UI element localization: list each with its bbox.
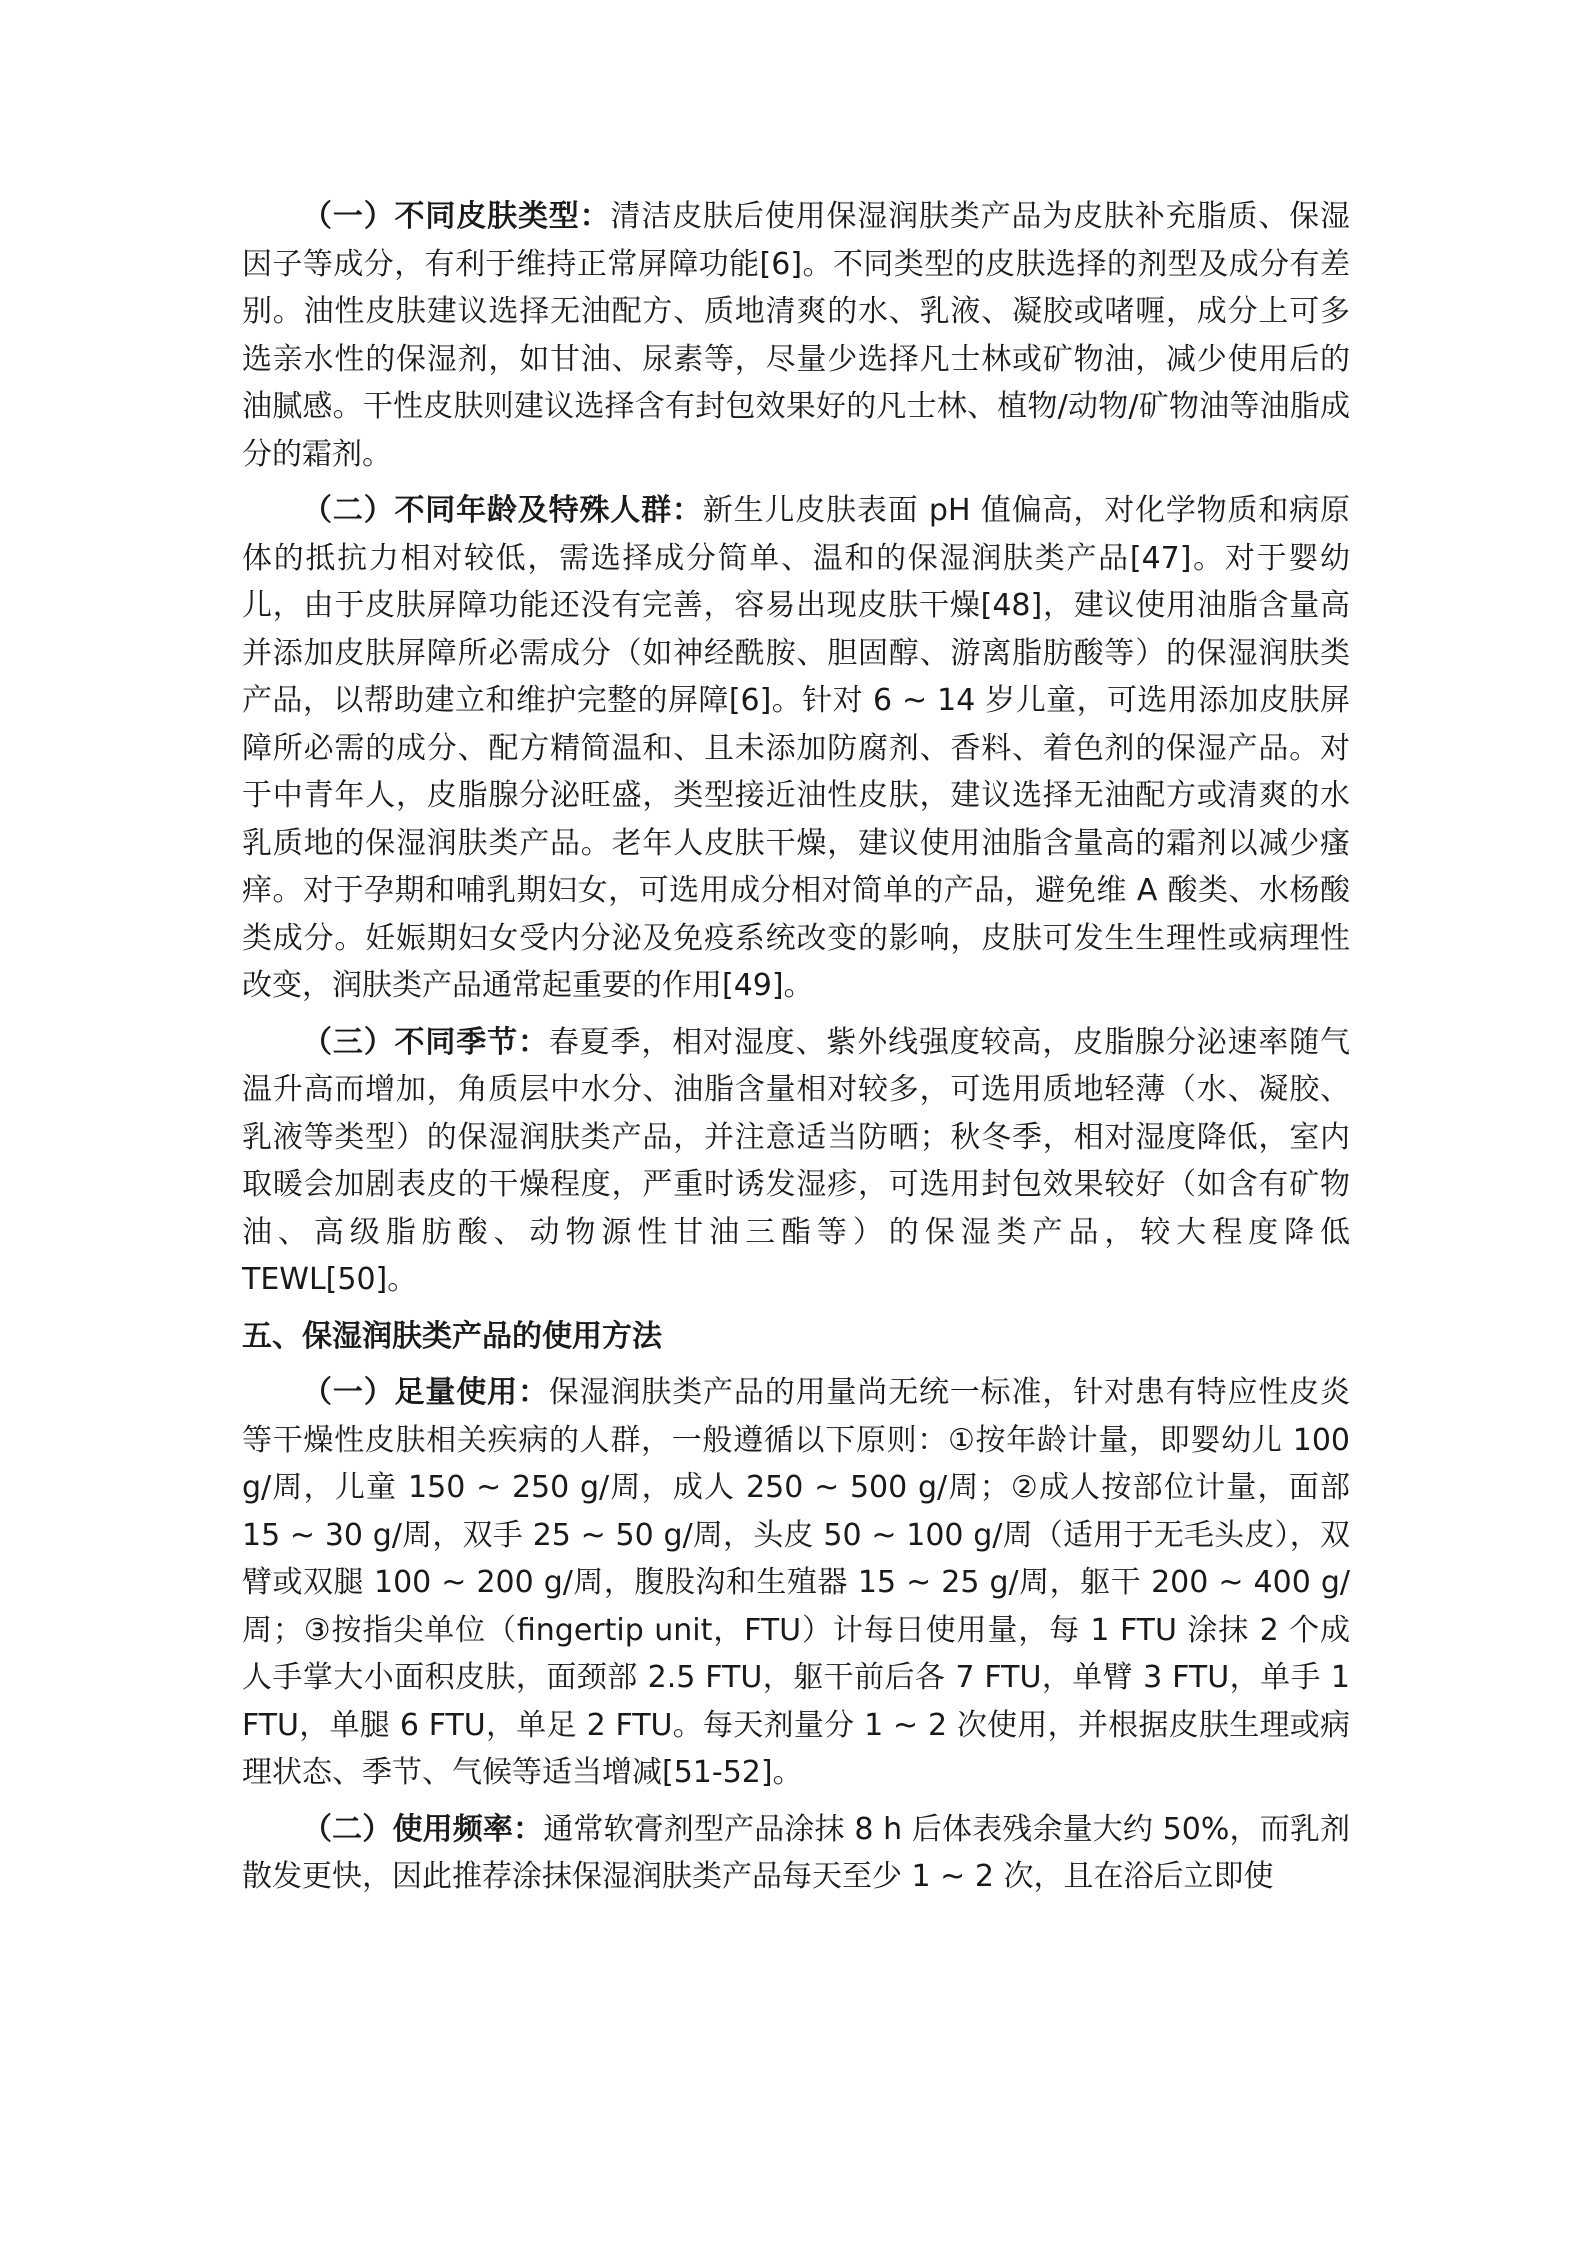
paragraph-lead: （二）使用频率：: [302, 1811, 544, 1847]
section-heading: 五、保湿润肤类产品的使用方法: [242, 1318, 662, 1354]
paragraph-dosage: [242, 1369, 1350, 1797]
paragraph-skin-types: [242, 193, 1350, 478]
paragraph-lead: （一）足量使用：: [302, 1375, 549, 1410]
document-page: [242, 193, 1350, 1910]
paragraph-frequency: [242, 1806, 1350, 1901]
paragraph-age-groups: [242, 487, 1350, 1010]
paragraph-seasons: [242, 1019, 1350, 1304]
paragraph-body: 保湿润肤类产品的用量尚无统一标准，针对患有特应性皮炎等干燥性皮肤相关疾病的人群，一般遵循以下原则：①按年龄计量，即婴幼儿 100 g/周，儿童 150 ~ 250 g/周，成人 250 ~ 500 g/周；②成人按部位计量，面部 15 ~ 30 g/周，双手 25 ~ 50 g/周，头皮 50 ~ 100 g/周（适用于无毛头皮），双臂或双腿 100 ~ 200 g/周，腹股沟和生殖器 15 ~ 25 g/周，躯干 200 ~ 400 g/周；③按指尖单位（fingertip unit，FTU）计每日使用量，每 1 FTU 涂抹 2 个成人手掌大小面积皮肤，面颈部 2.5 FTU，躯干前后各 7 FTU，单臂 3 FTU，单手 1 FTU，单腿 6 FTU，单足 2 FTU。每天剂量分 1 ~ 2 次使用，并根据皮肤生理或病理状态、季节、气候等适当增减[51-52]。: [242, 1375, 1351, 1790]
paragraph-body: 清洁皮肤后使用保湿润肤类产品为皮肤补充脂质、保湿因子等成分，有利于维持正常屏障功能[6]。不同类型的皮肤选择的剂型及成分有差别。油性皮肤建议选择无油配方、质地清爽的水、乳液、凝胶或啫喱，成分上可多选亲水性的保湿剂，如甘油、尿素等，尽量少选择凡士林或矿物油，减少使用后的油腻感。干性皮肤则建议选择含有封包效果好的凡士林、植物/动物/矿物油等油脂成分的霜剂。: [242, 199, 1351, 472]
paragraph-lead: （一）不同皮肤类型：: [302, 199, 611, 234]
paragraph-lead: （三）不同季节：: [302, 1024, 549, 1060]
paragraph-lead: （二）不同年龄及特殊人群：: [302, 493, 703, 528]
paragraph-body: 新生儿皮肤表面 pH 值偏高，对化学物质和病原体的抵抗力相对较低，需选择成分简单、温和的保湿润肤类产品[47]。对于婴幼儿，由于皮肤屏障功能还没有完善，容易出现皮肤干燥[48]，建议使用油脂含量高并添加皮肤屏障所必需成分（如神经酰胺、胆固醇、游离脂肪酸等）的保湿润肤类产品，以帮助建立和维护完整的屏障[6]。针对 6 ~ 14 岁儿童，可选用添加皮肤屏障所必需的成分、配方精简温和、且未添加防腐剂、香料、着色剂的保湿产品。对于中青年人，皮脂腺分泌旺盛，类型接近油性皮肤，建议选择无油配方或清爽的水乳质地的保湿润肤类产品。老年人皮肤干燥，建议使用油脂含量高的霜剂以减少瘙痒。对于孕期和哺乳期妇女，可选用成分相对简单的产品，避免维 A 酸类、水杨酸类成分。妊娠期妇女受内分泌及免疫系统改变的影响，皮肤可发生生理性或病理性改变，润肤类产品通常起重要的作用[49]。: [242, 493, 1350, 1003]
paragraph-body: 通常软膏剂型产品涂抹 8 h 后体表残余量大约 50%，而乳剂散发更快，因此推荐涂抹保湿润肤类产品每天至少 1 ~ 2 次，且在浴后立即使: [242, 1811, 1350, 1894]
paragraph-body: 春夏季，相对湿度、紫外线强度较高，皮脂腺分泌速率随气温升高而增加，角质层中水分、油脂含量相对较多，可选用质地轻薄（水、凝胶、乳液等类型）的保湿润肤类产品，并注意适当防晒；秋冬季，相对湿度降低，室内取暖会加剧表皮的干燥程度，严重时诱发湿疹，可选用封包效果较好（如含有矿物油、高级脂肪酸、动物源性甘油三酯等）的保湿类产品，较大程度降低 TEWL[50]。: [242, 1024, 1351, 1297]
